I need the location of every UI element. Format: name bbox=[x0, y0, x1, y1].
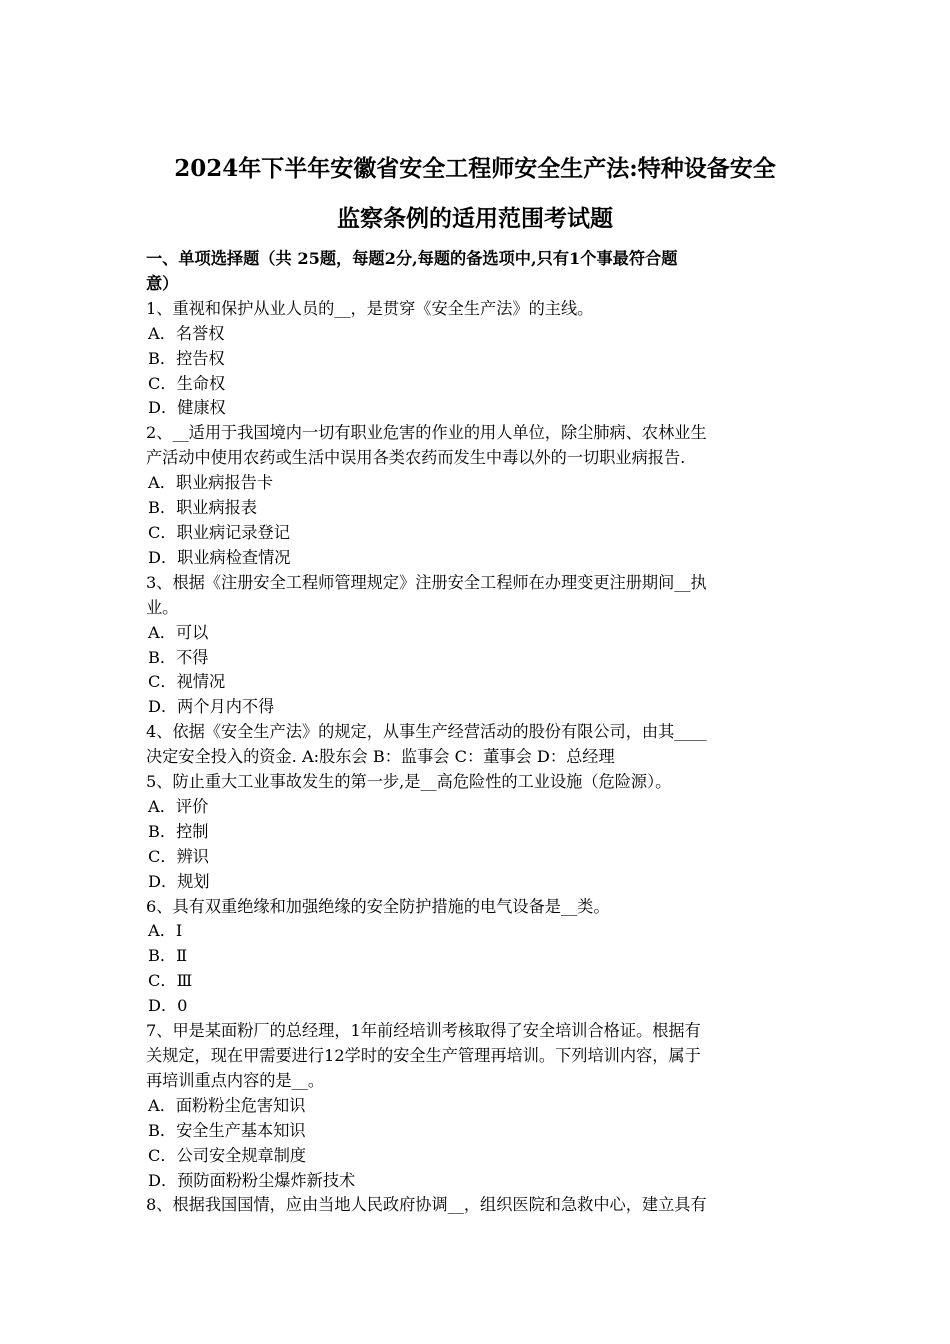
answer-option: B．Ⅱ bbox=[148, 946, 188, 966]
answer-option: D．规划 bbox=[148, 871, 210, 891]
question-stem-line: 5、防止重大工业事故发生的第一步,是__高危险性的工业设施（危险源）。 bbox=[146, 772, 672, 792]
question-item bbox=[146, 421, 808, 570]
section-heading bbox=[146, 247, 808, 297]
answer-option: C．公司安全规章制度 bbox=[148, 1145, 307, 1165]
section-heading-line: 一、单项选择题（共 25题，每题2分,每题的备选项中,只有1个事最符合题 bbox=[146, 249, 678, 268]
question-item bbox=[146, 297, 808, 422]
answer-option: C．生命权 bbox=[148, 373, 226, 393]
answer-option: D．健康权 bbox=[148, 398, 226, 418]
answer-option: A．面粉粉尘危害知识 bbox=[148, 1095, 306, 1115]
answer-option: D．两个月内不得 bbox=[148, 697, 275, 717]
question-stem-line: 产活动中使用农药或生活中误用各类农药而发生中毒以外的一切职业病报告. bbox=[146, 448, 686, 468]
question-item bbox=[146, 720, 808, 770]
answer-option: C．职业病记录登记 bbox=[148, 522, 290, 542]
question-stem-line: 4、依据《安全生产法》的规定，从事生产经营活动的股份有限公司，由其____ bbox=[146, 722, 707, 742]
question-item bbox=[146, 1019, 808, 1193]
answer-option: A．职业病报告卡 bbox=[148, 473, 274, 493]
question-stem-line: 3、根据《注册安全工程师管理规定》注册安全工程师在办理变更注册期间__执 bbox=[146, 572, 707, 592]
document-body bbox=[146, 247, 808, 1218]
question-item bbox=[146, 895, 808, 1020]
question-stem-line: 7、甲是某面粉厂的总经理，1年前经培训考核取得了安全培训合格证。根据有 bbox=[146, 1021, 701, 1041]
answer-option: B．不得 bbox=[148, 647, 209, 667]
answer-option: C．辨识 bbox=[148, 846, 209, 866]
question-item bbox=[146, 770, 808, 895]
answer-option: C．Ⅲ bbox=[148, 971, 193, 991]
answer-option: D．0 bbox=[148, 996, 188, 1016]
question-list bbox=[146, 297, 808, 1219]
answer-option: D．预防面粉粉尘爆炸新技术 bbox=[148, 1170, 356, 1190]
answer-option: B．控告权 bbox=[148, 348, 225, 368]
question-stem-line: 1、重视和保护从业人员的__，是贯穿《安全生产法》的主线。 bbox=[146, 298, 594, 318]
document-title-line-1: 2024年下半年安徽省安全工程师安全生产法:特种设备安全 bbox=[174, 155, 776, 182]
document-title-line-2: 监察条例的适用范围考试题 bbox=[337, 205, 613, 232]
answer-option: B．安全生产基本知识 bbox=[148, 1120, 306, 1140]
question-stem-line: 2、__适用于我国境内一切有职业危害的作业的用人单位，除尘肺病、农林业生 bbox=[146, 423, 707, 443]
question-item bbox=[146, 571, 808, 720]
answer-option: B．控制 bbox=[148, 821, 209, 841]
question-stem-line: 业。 bbox=[146, 597, 179, 617]
answer-option: B．职业病报表 bbox=[148, 498, 258, 518]
answer-option: C．视情况 bbox=[148, 672, 226, 692]
answer-option: D．职业病检查情况 bbox=[148, 547, 291, 567]
answer-option: A．评价 bbox=[148, 796, 209, 816]
question-stem-line: 关规定，现在甲需要进行12学时的安全生产管理再培训。下列培训内容，属于 bbox=[146, 1046, 701, 1065]
answer-option: A．名誉权 bbox=[148, 323, 225, 343]
answer-option: A．可以 bbox=[148, 622, 209, 642]
answer-option: A．Ⅰ bbox=[148, 921, 183, 941]
question-stem-line: 8、根据我国国情，应由当地人民政府协调__，组织医院和急救中心，建立具有 bbox=[146, 1195, 707, 1215]
question-stem-line: 6、具有双重绝缘和加强绝缘的安全防护措施的电气设备是__类。 bbox=[146, 896, 610, 916]
section-heading-line: 意） bbox=[146, 273, 179, 293]
question-stem-line: 决定安全投入的资金. A:股东会 B：监事会 C：董事会 D：总经理 bbox=[146, 747, 615, 767]
question-item bbox=[146, 1193, 808, 1218]
question-stem-line: 再培训重点内容的是__。 bbox=[146, 1070, 325, 1090]
